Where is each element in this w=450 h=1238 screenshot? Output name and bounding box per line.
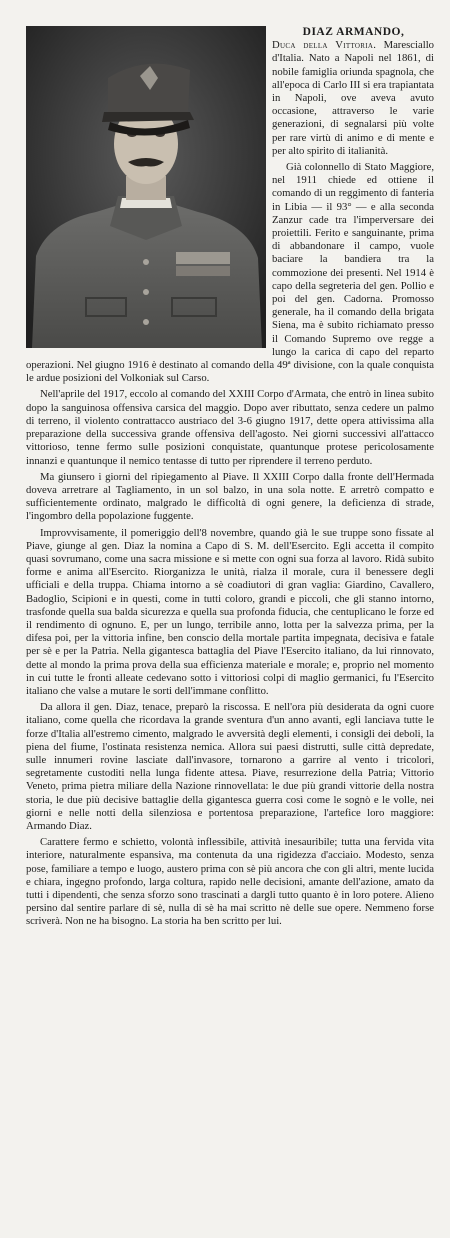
paragraph-1: Maresciallo d'Italia. Nato a Napoli nel 1861, di nobile famiglia oriunda spagnola, che all'epoca di Carlo III si era trapiantata in Napoli, ove aveva avuto occasione, attraverso le varie generazioni, di segnalarsi più volte per rare virtù di animo e di mente e per alto spirito di italianità. bbox=[272, 39, 435, 157]
entry-title: Duca della Vittoria. bbox=[272, 39, 377, 52]
paragraph-4: Ma giunsero i giorni del ripiegamento al Piave. Il XXIII Corpo dalla fronte dell'Hermada doveva arretrare al Tagliamento, in un sol balzo, in una sola notte. E arretrò compatto e sufficientemente ordinato, malgrado le difficoltà di ogni genere, la deficienza di strade, l'ingombro della popolazione fuggente. bbox=[26, 470, 434, 523]
entry-name: DIAZ ARMANDO, bbox=[302, 26, 405, 38]
paragraph-6: Da allora il gen. Diaz, tenace, preparò la riscossa. E nell'ora più desiderata da ogni cuore italiano, come quella che ricordava la grande sventura d'un anno avanti, egli lanciava tutte le forze d'Italia all'estremo cimento, malgrado le avversità degli elementi, i consigli dei deboli, la piena del fiume, l'ostinata resistenza nemica. Allora sui paesi distrutti, sulle città depredate, sulle innumeri rovine lasciate dall'invasore, tornarono a garrire al vento i tricolori, segretamente custoditi nella lunga fidente attesa. Piave, resurrezione della Patria; Vittorio Veneto, prima pietra miliare della Nazione rinnovellata: le due più grandi vittorie della nostra storia, le due più decisive battaglie della gigantesca guerra così come le sognò e le volle, nei giorni e nelle notti della silenziosa e portentosa preparazione, l'artefice loro maggiore: Armando Diaz. bbox=[26, 701, 434, 832]
paragraph-2: Già colonnello di Stato Maggiore, nel 1911 chiede ed ottiene il comando di un reggimento di fanteria in Libia — il 93° — e alla seconda Zanzur cade tra l'imperversare dei proiettili. Ferito e sanguinante, prima di abbandonare il campo, vuole baciare la bandiera tra la commozione dei presenti. Nel 1914 è capo della segreteria del gen. Pollio e poi del gen. Cadorna. Promosso generale, ha il comando della brigata Siena, ma è subito richiamato presso il Comando Supremo ove regge a lungo la carica di capo del reparto operazioni. Nel giugno 1916 è destinato al comando della 49ª divisione, con la quale conquista le ardue posizioni del Volkoniak sul Carso. bbox=[26, 161, 434, 385]
paragraph-3: Nell'aprile del 1917, eccolo al comando del XXIII Corpo d'Armata, che entrò in linea subito dopo la sanguinosa offensiva carsica del maggio. Dopo aver ributtato, senza cedere un palmo di terreno, il violento contrattacco austriaco del 3-6 giugno 1917, dette opera attivissima alla preparazione della successiva grande offensiva dell'agosto. Nei giorni successivi all'attacco vittorioso, tenne fermo sulle posizioni conquistate, quantunque protese pericolosamente innanzi e quantunque il nemico tentasse di tutto per riprendere il terreno perduto. bbox=[26, 388, 434, 467]
paragraph-7: Carattere fermo e schietto, volontà inflessibile, attività inesauribile; tutta una fervida vita interiore, naturalmente espansiva, ma contenuta da una rigidezza d'acciaio. Modesto, senza pose, familiare a tempo e luogo, austero prima con sè più ancora che con gli altri, mente lucida e chiara, ingegno profondo, larga coltura, rapido nelle decisioni, amante dell'azione, amato da tutti i dipendenti, che senza sforzo sono trascinati a dargli tutto quanto è in loro potere. Alieno persino dal sentire parlare di sè, nulla di sè ha mai scritto nè delle sue opere. Nemmeno forse scriverà. Non ne ha bisogno. La storia ha ben scritto per lui. bbox=[26, 836, 434, 928]
portrait-photo bbox=[26, 26, 266, 348]
paragraph-5: Improvvisamente, il pomeriggio dell'8 novembre, quando già le sue truppe sono fissate al Piave, giunge al gen. Diaz la nomina a Capo di S. M. dell'Esercito. Egli accetta il compito quasi sovrumano, come una sacra missione e si mette con ogni sua forza al lavoro. Ridà subito forme e anima all'Esercito. Riorganizza le unità, rialza il morale, cura il benessere degli ufficiali e della truppa. Chiama intorno a sè coadiutori di gran vaglia: Giardino, Cavallero, Badoglio, Scipioni e in questi, come in tutti coloro, grandi e piccoli, che gli stanno intorno, trasfonde quella sua balda sicurezza e quella sua profonda fiducia, che centuplicano le forze ed il rendimento di ognuno. E, per un lungo, terribile anno, lotta per la salvezza prima, per la difesa poi, per la vittoria infine, ben conscio della mortale partita impegnata, decisiva e fatale per sè e per la Patria. Nella gigantesca battaglia del Piave l'Esercito italiano, da lui rinnovato, dette al mondo la prima prova della sua efficienza materiale e morale; e, proprio nel momento in cui tutte le fronti alleate cedevano sotto i vittoriosi colpi di maglio germanici, fu l'Esercito italiano che valse a mutare le sorti dell'immane conflitto. bbox=[26, 526, 434, 697]
portrait-figure bbox=[26, 26, 266, 348]
